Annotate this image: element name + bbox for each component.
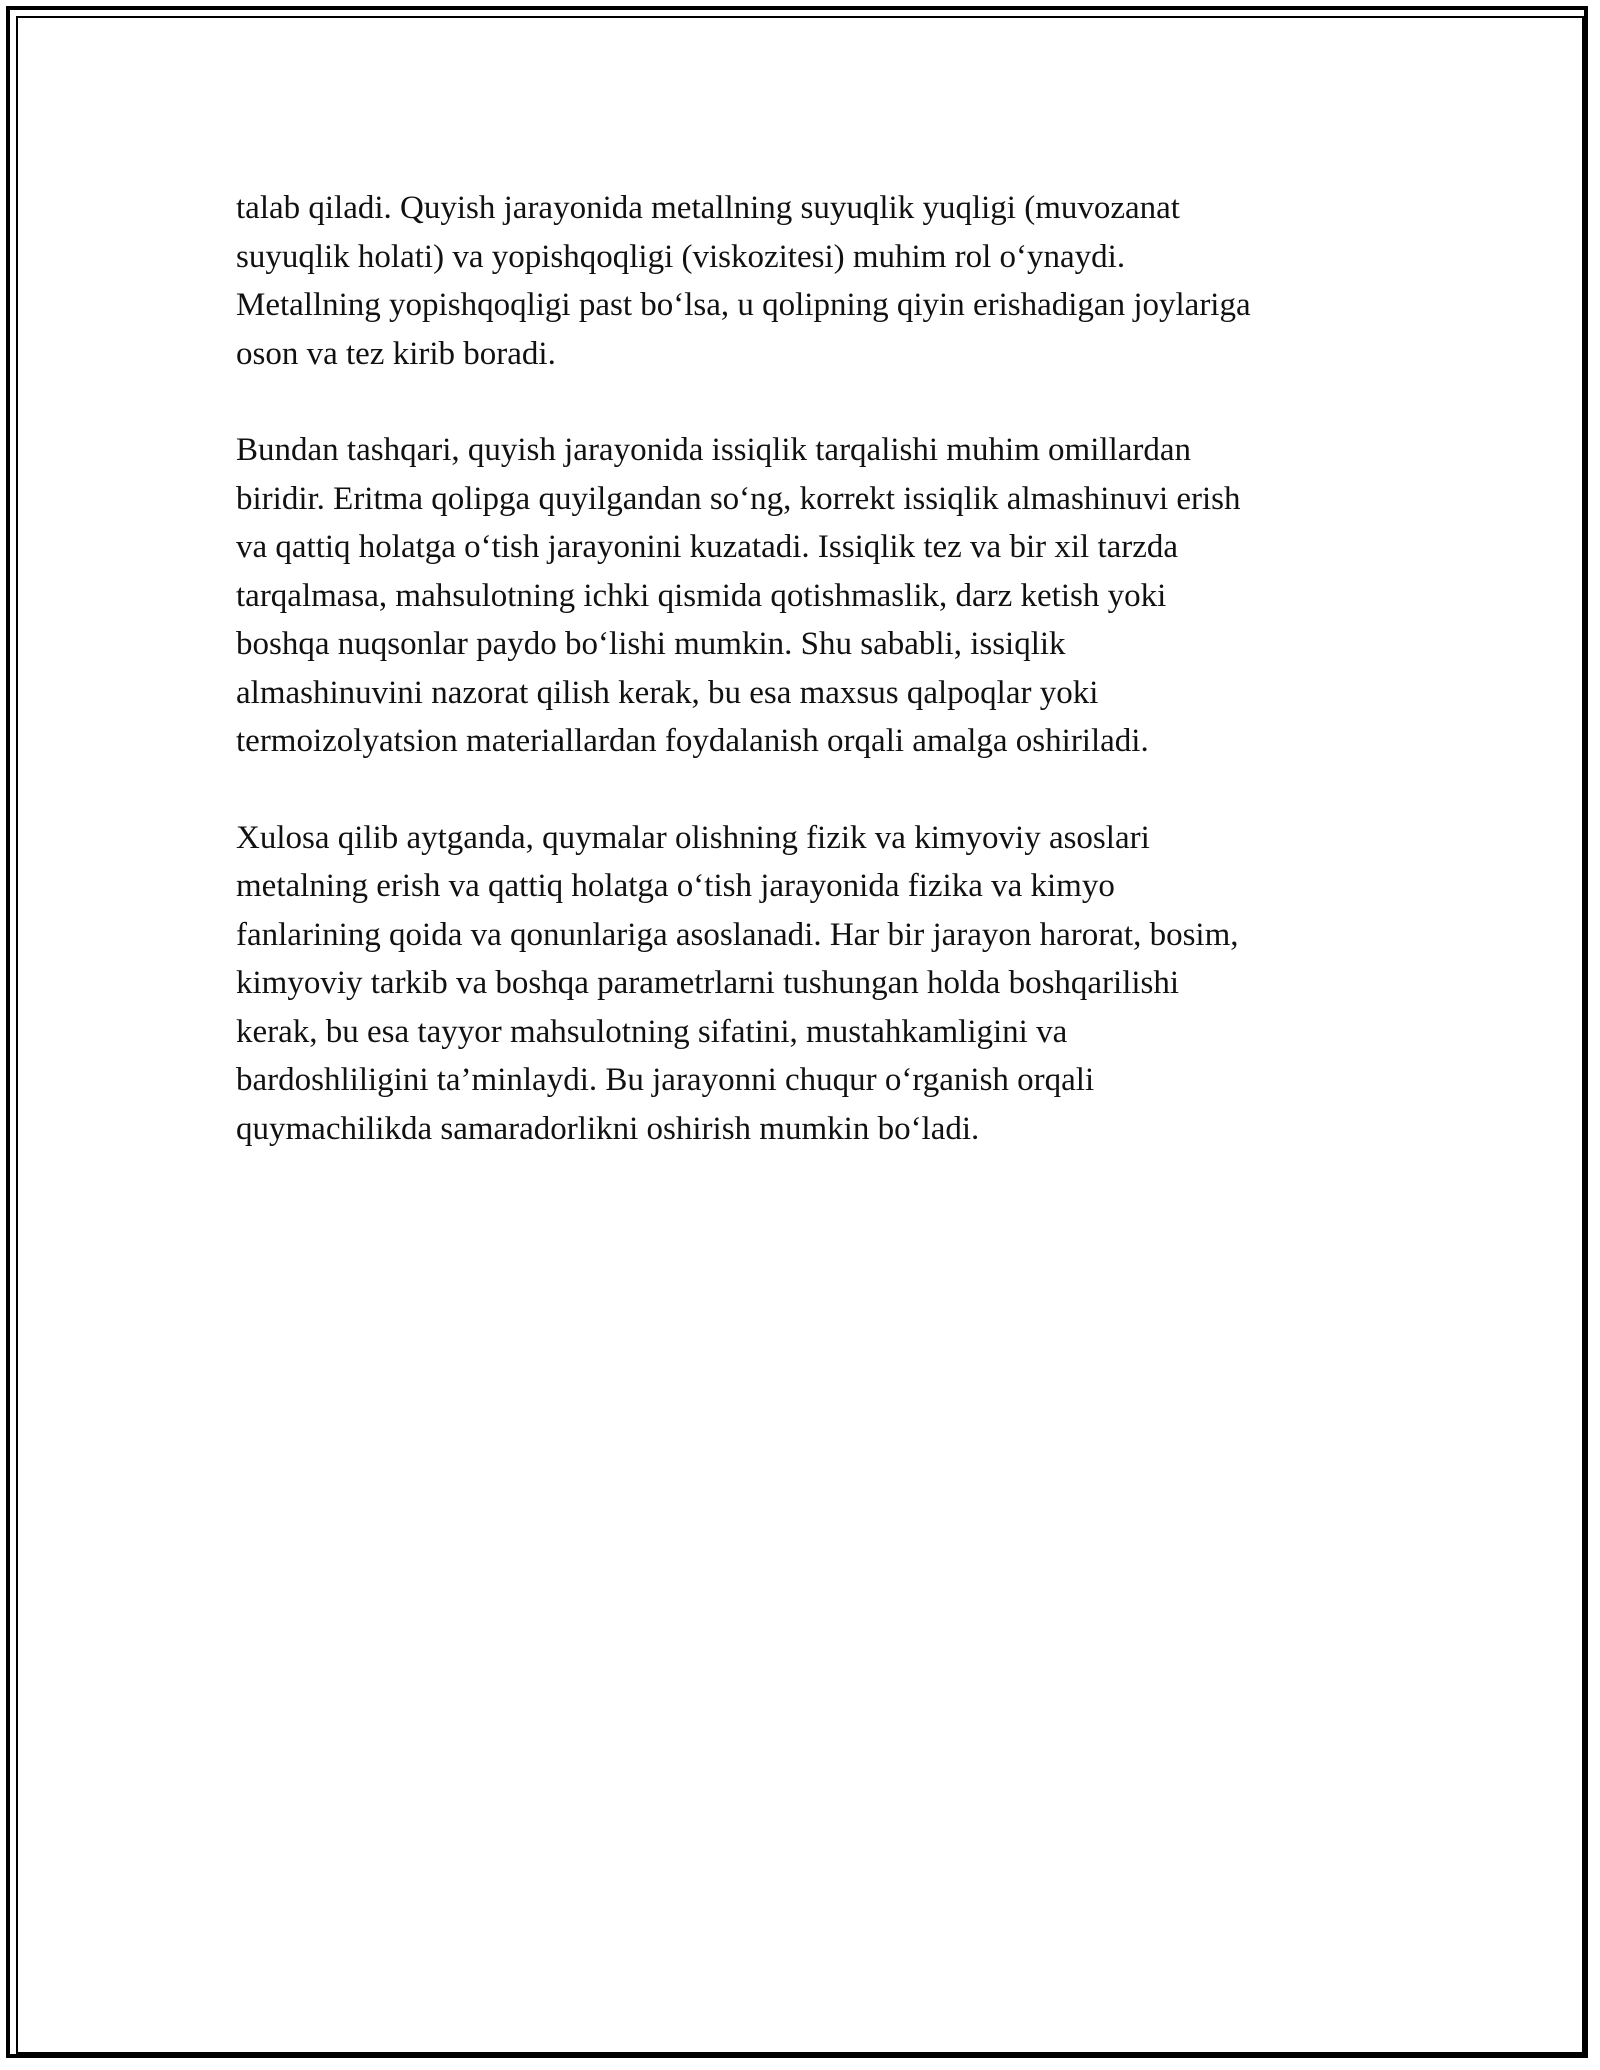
document-body (236, 184, 1366, 1201)
paragraph-2: Bundan tashqari, quyish jarayonida issiqlik tarqalishi muhim omillardan biridir. Eritma qolipga quyilgandan so‘ng, korrekt issiqlik almashinuvi erish va qattiq holatga o‘tish jarayonini kuzatadi. Issiqlik tez va bir xil tarzda tarqalmasa, mahsulotning ichki qismida qotishmaslik, darz ketish yoki boshqa nuqsonlar paydo bo‘lishi mumkin. Shu sababli, issiqlik almashinuvini nazorat qilish kerak, bu esa maxsus qalpoqlar yoki termoizolyatsion materiallardan foydalanish orqali amalga oshiriladi. (236, 432, 1241, 759)
paragraph-3: Xulosa qilib aytganda, quymalar olishning fizik va kimyoviy asoslari metalning erish va qattiq holatga o‘tish jarayonida fizika va kimyo fanlarining qoida va qonunlariga asoslanadi. Har bir jarayon harorat, bosim, kimyoviy tarkib va boshqa parametrlarni tushungan holda boshqarilishi kerak, bu esa tayyor mahsulotning sifatini, mustahkamligini va bardoshliligini ta’minlaydi. Bu jarayonni chuqur o‘rganish orqali quymachilikda samaradorlikni oshirish mumkin bo‘ladi. (236, 819, 1239, 1147)
paragraph-1: talab qiladi. Quyish jarayonida metallning suyuqlik yuqligi (muvozanat suyuqlik holati) va yopishqoqligi (viskozitesi) muhim rol o‘ynaydi. Metallning yopishqoqligi past bo‘lsa, u qolipning qiyin erishadigan joylariga oson va tez kirib boradi. (236, 190, 1251, 372)
